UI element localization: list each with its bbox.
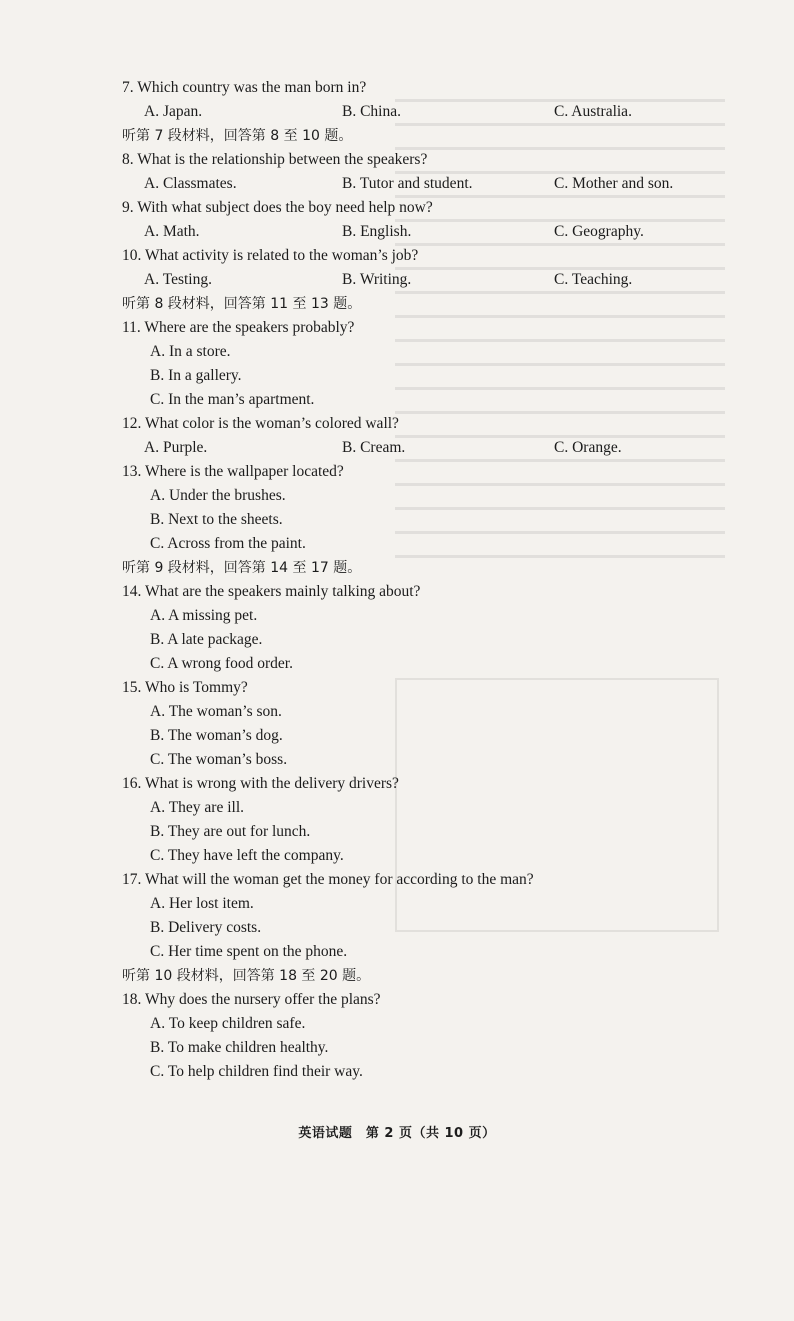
option-text: A missing pet. (168, 607, 258, 624)
option-text: Her time spent on the phone. (168, 943, 348, 960)
option-letter: B. (342, 439, 357, 456)
option-letter: A. (150, 1015, 166, 1032)
answer-option[interactable] (122, 748, 722, 772)
question-stem (122, 148, 722, 172)
option-text: Delivery costs. (168, 919, 262, 936)
answer-option[interactable] (122, 484, 722, 508)
option-letter: B. (342, 175, 357, 192)
option-text: In the man’s apartment. (168, 391, 315, 408)
answer-option[interactable] (122, 1036, 722, 1060)
option-letter: A. (150, 799, 166, 816)
question-stem (122, 772, 722, 796)
option-letter: A. (144, 271, 160, 288)
option-letter: A. (144, 223, 160, 240)
option-text: In a store. (168, 343, 231, 360)
answer-option[interactable] (122, 940, 722, 964)
question-number: 11. (122, 319, 141, 336)
section-heading: 听第 7 段材料，回答第 8 至 10 题。 (122, 128, 353, 144)
question-stem (122, 868, 722, 892)
option-letter: C. (554, 271, 569, 288)
option-letter: A. (150, 895, 166, 912)
question-text: What are the speakers mainly talking about? (144, 583, 421, 600)
question-number: 7. (122, 79, 134, 96)
option-text: Purple. (162, 439, 208, 456)
question-number: 8. (122, 151, 134, 168)
option-letter: A. (150, 343, 166, 360)
answer-option[interactable] (122, 820, 722, 844)
question-text: What will the woman get the money for according to the man? (144, 871, 534, 888)
answer-option[interactable] (144, 172, 237, 196)
option-text: Geography. (572, 223, 644, 240)
question-stem (122, 244, 722, 268)
answer-option[interactable] (122, 700, 722, 724)
question-stem (122, 316, 722, 340)
option-text: Mother and son. (572, 175, 674, 192)
answer-option[interactable] (122, 628, 722, 652)
option-text: The woman’s dog. (167, 727, 283, 744)
question-text: Who is Tommy? (144, 679, 248, 696)
option-letter: B. (150, 367, 165, 384)
answer-option[interactable] (342, 220, 411, 244)
question-text: What activity is related to the woman’s job? (144, 247, 419, 264)
options-row (122, 436, 722, 460)
option-letter: C. (150, 1063, 165, 1080)
option-text: They are out for lunch. (167, 823, 311, 840)
question-number: 16. (122, 775, 142, 792)
question-text: What color is the woman’s colored wall? (144, 415, 399, 432)
question-number: 10. (122, 247, 142, 264)
answer-option[interactable] (122, 1012, 722, 1036)
answer-option[interactable] (144, 268, 212, 292)
option-letter: C. (554, 103, 569, 120)
option-text: English. (360, 223, 412, 240)
option-letter: A. (144, 439, 160, 456)
question-number: 12. (122, 415, 142, 432)
answer-option[interactable] (342, 172, 473, 196)
option-letter: C. (150, 655, 165, 672)
option-text: Tutor and student. (359, 175, 473, 192)
option-letter: C. (150, 943, 165, 960)
answer-option[interactable] (342, 268, 411, 292)
option-text: Her lost item. (168, 895, 254, 912)
option-letter: B. (150, 727, 165, 744)
option-text: They are ill. (168, 799, 245, 816)
options-row (122, 172, 722, 196)
question-number: 15. (122, 679, 142, 696)
answer-option[interactable] (554, 172, 673, 196)
option-letter: A. (144, 175, 160, 192)
answer-option[interactable] (122, 724, 722, 748)
option-letter: C. (554, 223, 569, 240)
option-letter: C. (150, 751, 165, 768)
question-stem (122, 196, 722, 220)
answer-option[interactable] (342, 436, 405, 460)
question-number: 13. (122, 463, 142, 480)
answer-option[interactable] (122, 340, 722, 364)
option-text: Math. (162, 223, 200, 240)
option-text: To make children healthy. (167, 1039, 329, 1056)
option-letter: C. (150, 535, 165, 552)
question-text: Where is the wallpaper located? (144, 463, 344, 480)
option-letter: A. (150, 607, 166, 624)
option-text: Next to the sheets. (168, 511, 283, 528)
option-text: Writing. (359, 271, 412, 288)
answer-option[interactable] (144, 220, 200, 244)
answer-option[interactable] (144, 436, 207, 460)
option-text: Australia. (571, 103, 632, 120)
option-text: To help children find their way. (167, 1063, 363, 1080)
options-row (122, 268, 722, 292)
answer-option[interactable] (554, 100, 632, 124)
question-number: 17. (122, 871, 142, 888)
option-letter: A. (150, 703, 166, 720)
option-text: Classmates. (162, 175, 237, 192)
option-text: Cream. (360, 439, 406, 456)
question-text: With what subject does the boy need help now? (137, 199, 433, 216)
question-stem (122, 76, 722, 100)
answer-option[interactable] (554, 436, 622, 460)
answer-option[interactable] (122, 508, 722, 532)
options-row (122, 220, 722, 244)
option-text: Teaching. (571, 271, 633, 288)
option-letter: B. (342, 271, 357, 288)
option-letter: A. (144, 103, 160, 120)
option-text: Orange. (572, 439, 622, 456)
question-stem (122, 580, 722, 604)
question-list (122, 76, 722, 1084)
answer-option[interactable] (122, 604, 722, 628)
option-text: The woman’s boss. (167, 751, 288, 768)
question-stem (122, 676, 722, 700)
question-stem (122, 412, 722, 436)
question-text: What is wrong with the delivery drivers? (144, 775, 399, 792)
option-text: A wrong food order. (167, 655, 293, 672)
question-text: Where are the speakers probably? (144, 319, 355, 336)
option-text: Under the brushes. (168, 487, 286, 504)
option-text: Japan. (162, 103, 203, 120)
option-text: In a gallery. (168, 367, 242, 384)
section-heading: 听第 8 段材料，回答第 11 至 13 题。 (122, 296, 362, 312)
question-number: 9. (122, 199, 134, 216)
question-text: Which country was the man born in? (137, 79, 367, 96)
option-letter: B. (150, 631, 165, 648)
answer-option[interactable] (122, 652, 722, 676)
answer-option[interactable] (122, 364, 722, 388)
option-letter: B. (150, 919, 165, 936)
option-letter: C. (554, 439, 569, 456)
answer-option[interactable] (144, 100, 202, 124)
answer-option[interactable] (122, 1060, 722, 1084)
question-number: 18. (122, 991, 142, 1008)
answer-option[interactable] (554, 268, 632, 292)
question-stem (122, 460, 722, 484)
answer-option[interactable] (342, 100, 401, 124)
option-letter: C. (150, 847, 165, 864)
section-heading: 听第 10 段材料，回答第 18 至 20 题。 (122, 968, 371, 984)
option-letter: B. (150, 511, 165, 528)
option-letter: B. (342, 223, 357, 240)
answer-option[interactable] (122, 892, 722, 916)
answer-option[interactable] (122, 844, 722, 868)
option-letter: B. (150, 823, 165, 840)
option-letter: C. (150, 391, 165, 408)
option-text: Testing. (162, 271, 212, 288)
option-text: They have left the company. (167, 847, 344, 864)
option-text: The woman’s son. (168, 703, 282, 720)
option-letter: C. (554, 175, 569, 192)
answer-option[interactable] (122, 796, 722, 820)
option-text: Across from the paint. (167, 535, 306, 552)
page-footer: 英语试题 第 2 页（共 10 页） (298, 1126, 496, 1141)
section-heading: 听第 9 段材料，回答第 14 至 17 题。 (122, 560, 362, 576)
options-row (122, 100, 722, 124)
option-letter: B. (342, 103, 357, 120)
answer-option[interactable] (122, 388, 722, 412)
question-number: 14. (122, 583, 142, 600)
question-text: What is the relationship between the speakers? (137, 151, 428, 168)
question-text: Why does the nursery offer the plans? (144, 991, 381, 1008)
option-text: To keep children safe. (168, 1015, 306, 1032)
answer-option[interactable] (554, 220, 644, 244)
option-letter: A. (150, 487, 166, 504)
question-stem (122, 988, 722, 1012)
answer-option[interactable] (122, 532, 722, 556)
answer-option[interactable] (122, 916, 722, 940)
option-text: A late package. (167, 631, 263, 648)
option-letter: B. (150, 1039, 165, 1056)
option-text: China. (360, 103, 401, 120)
